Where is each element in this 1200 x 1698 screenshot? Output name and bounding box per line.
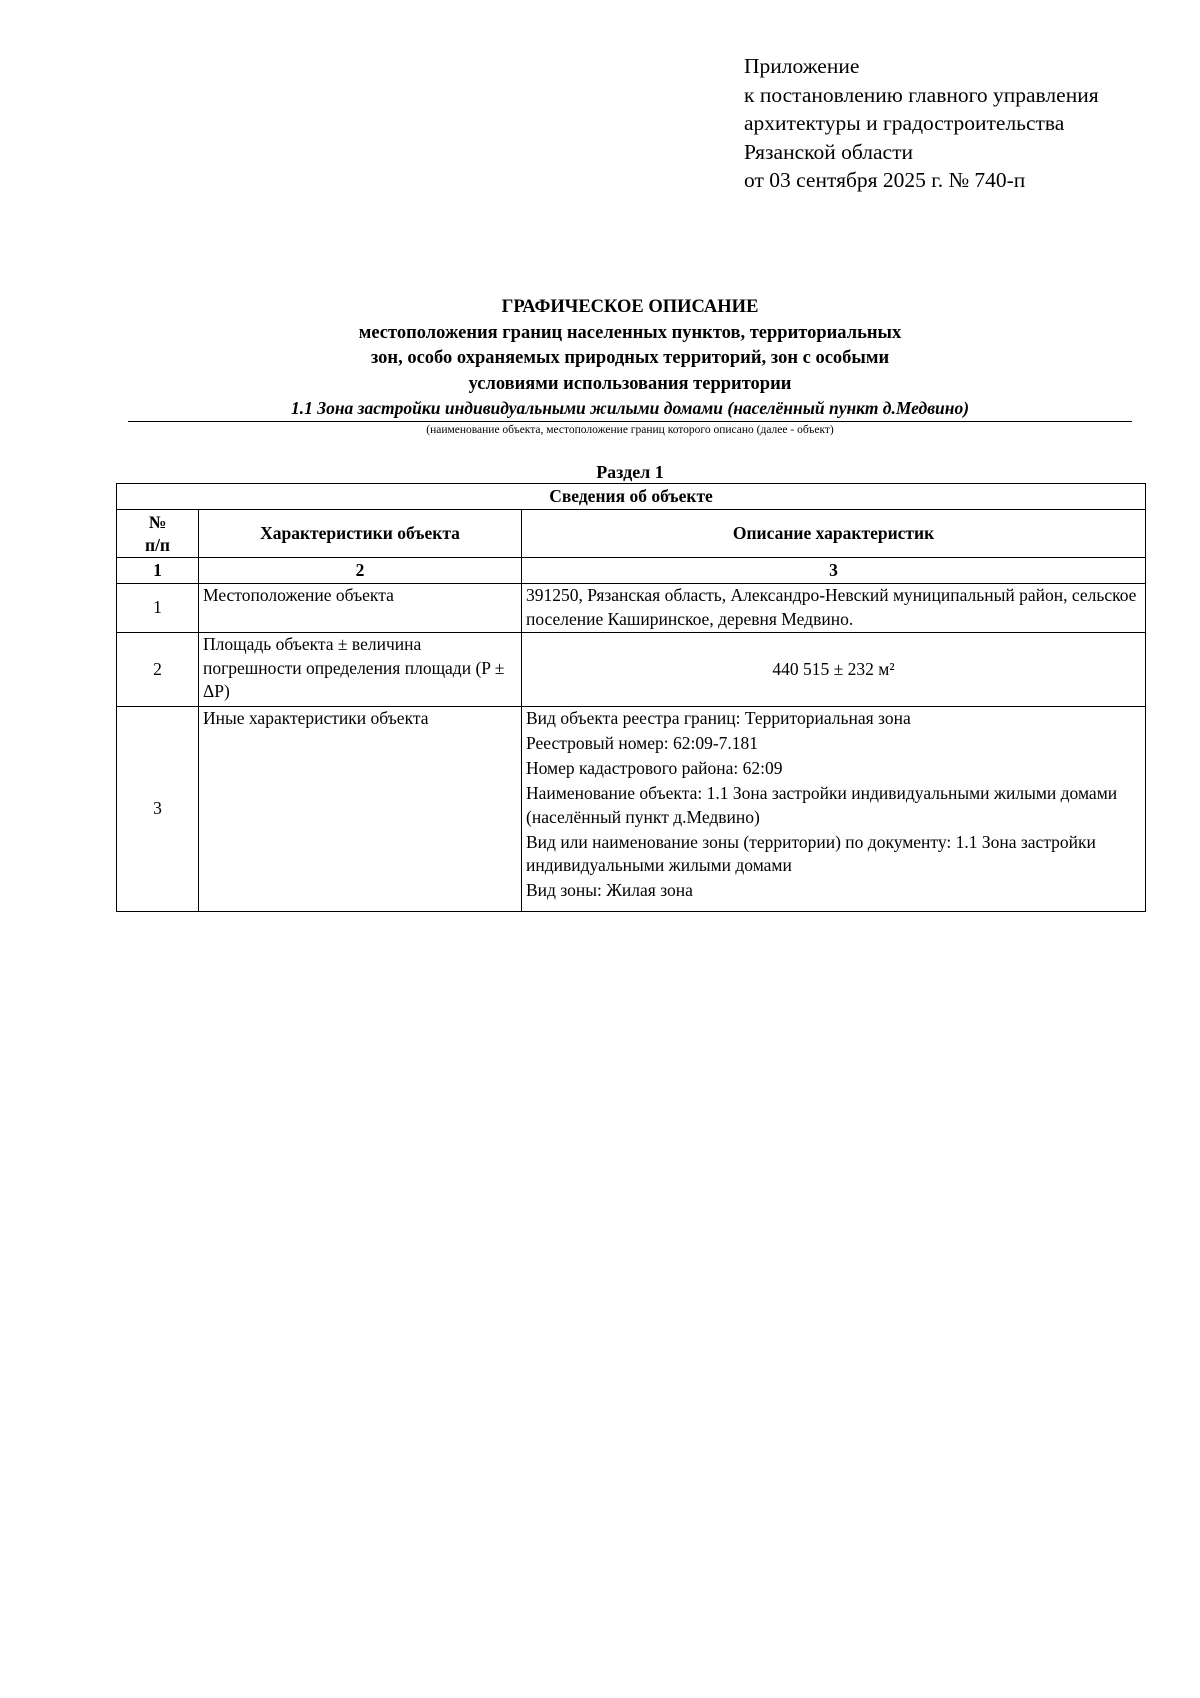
- document-title: ГРАФИЧЕСКОЕ ОПИСАНИЕ: [501, 297, 759, 317]
- table-row: [117, 584, 1146, 633]
- header-number-line2: п/п: [144, 534, 171, 555]
- row-number: 3: [117, 707, 199, 912]
- object-caption: (наименование объекта, местоположение границ которого описано (далее - объект): [426, 424, 834, 436]
- table-row: [117, 707, 1146, 912]
- column-number: 2: [199, 558, 522, 584]
- header-description: Описание характеристик: [522, 510, 1146, 558]
- row-number: 1: [117, 584, 199, 633]
- title-block: [128, 295, 1132, 438]
- section-label: Раздел 1: [596, 462, 664, 482]
- row-characteristic: Местоположение объекта: [199, 584, 522, 633]
- appendix-block: [744, 52, 1099, 195]
- column-number: 1: [117, 558, 199, 584]
- appendix-line: Приложение: [744, 54, 860, 78]
- row-description-list: [522, 707, 1146, 912]
- description-line: Вид или наименование зоны (территории) по документу: 1.1 Зона застройки индивидуальными жилыми домами: [526, 831, 1096, 875]
- appendix-line: Рязанской области: [744, 139, 913, 164]
- description-line: Номер кадастрового района: 62:09: [526, 758, 783, 778]
- table-row: [117, 633, 1146, 707]
- document-subtitle: [128, 321, 1132, 398]
- appendix-line: архитектуры и градостроительства: [744, 111, 1065, 135]
- description-line: Наименование объекта: 1.1 Зона застройки индивидуальными жилыми домами (населённый пункт д.Медвино): [526, 783, 1118, 827]
- header-characteristic: Характеристики объекта: [199, 510, 522, 558]
- subtitle-line: условиями использования территории: [468, 373, 792, 394]
- description-line: Реестровый номер: 62:09-7.181: [526, 733, 759, 753]
- description-line: Вид зоны: Жилая зона: [526, 880, 693, 900]
- table-caption: Сведения об объекте: [117, 484, 1146, 510]
- subtitle-line: местоположения границ населенных пунктов, территориальных: [358, 322, 902, 343]
- column-number: 3: [522, 558, 1146, 584]
- row-characteristic: Иные характеристики объекта: [199, 707, 522, 912]
- description-line: Вид объекта реестра границ: Территориальная зона: [526, 708, 911, 728]
- row-description: 391250, Рязанская область, Александро-Невский муниципальный район, сельское поселение Каширинское, деревня Медвино.: [522, 584, 1146, 633]
- object-info-table: [116, 483, 1146, 912]
- row-description: 440 515 ± 232 м²: [522, 633, 1146, 707]
- appendix-line: от 03 сентября 2025 г. № 740-п: [744, 168, 1026, 192]
- header-number-line1: №: [148, 511, 167, 532]
- object-name: 1.1 Зона застройки индивидуальными жилыми домами (населённый пункт д.Медвино): [128, 397, 1132, 422]
- row-characteristic: Площадь объекта ± величина погрешности определения площади (P ± ΔP): [199, 633, 522, 707]
- appendix-line: к постановлению главного управления: [744, 82, 1099, 107]
- header-number: [117, 510, 199, 558]
- subtitle-line: зон, особо охраняемых природных территорий, зон с особыми: [370, 348, 890, 368]
- row-number: 2: [117, 633, 199, 707]
